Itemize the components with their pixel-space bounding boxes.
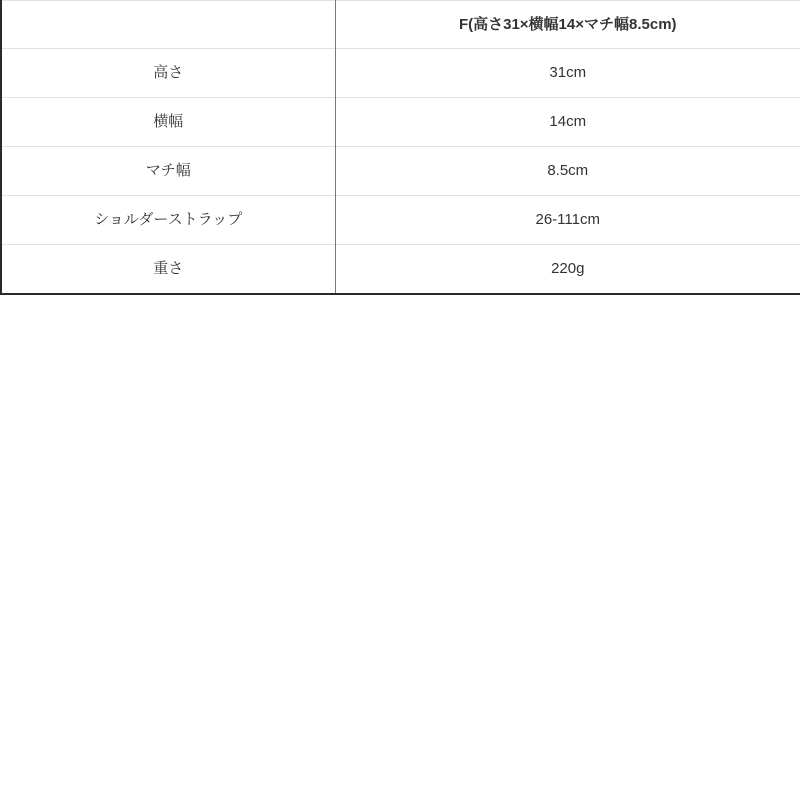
table-row (1, 98, 800, 147)
spec-header-row (1, 1, 800, 49)
spec-value-shoulder-strap: 26-111cm (335, 196, 800, 245)
table-row (1, 147, 800, 196)
spec-label-weight: 重さ (1, 245, 335, 294)
table-row (1, 245, 800, 294)
spec-value-weight: 220g (335, 245, 800, 294)
spec-label-width: 横幅 (1, 98, 335, 147)
spec-value-height: 31cm (335, 49, 800, 98)
spec-value-width: 14cm (335, 98, 800, 147)
table-row (1, 49, 800, 98)
spec-label-height: 高さ (1, 49, 335, 98)
spec-label-shoulder-strap: ショルダーストラップ (1, 196, 335, 245)
size-spec-table (0, 0, 800, 295)
spec-value-gusset: 8.5cm (335, 147, 800, 196)
spec-label-gusset: マチ幅 (1, 147, 335, 196)
table-row (1, 196, 800, 245)
spec-header-value-cell: F(高さ31×横幅14×マチ幅8.5cm) (335, 1, 800, 49)
spec-header-label-cell (1, 1, 335, 49)
